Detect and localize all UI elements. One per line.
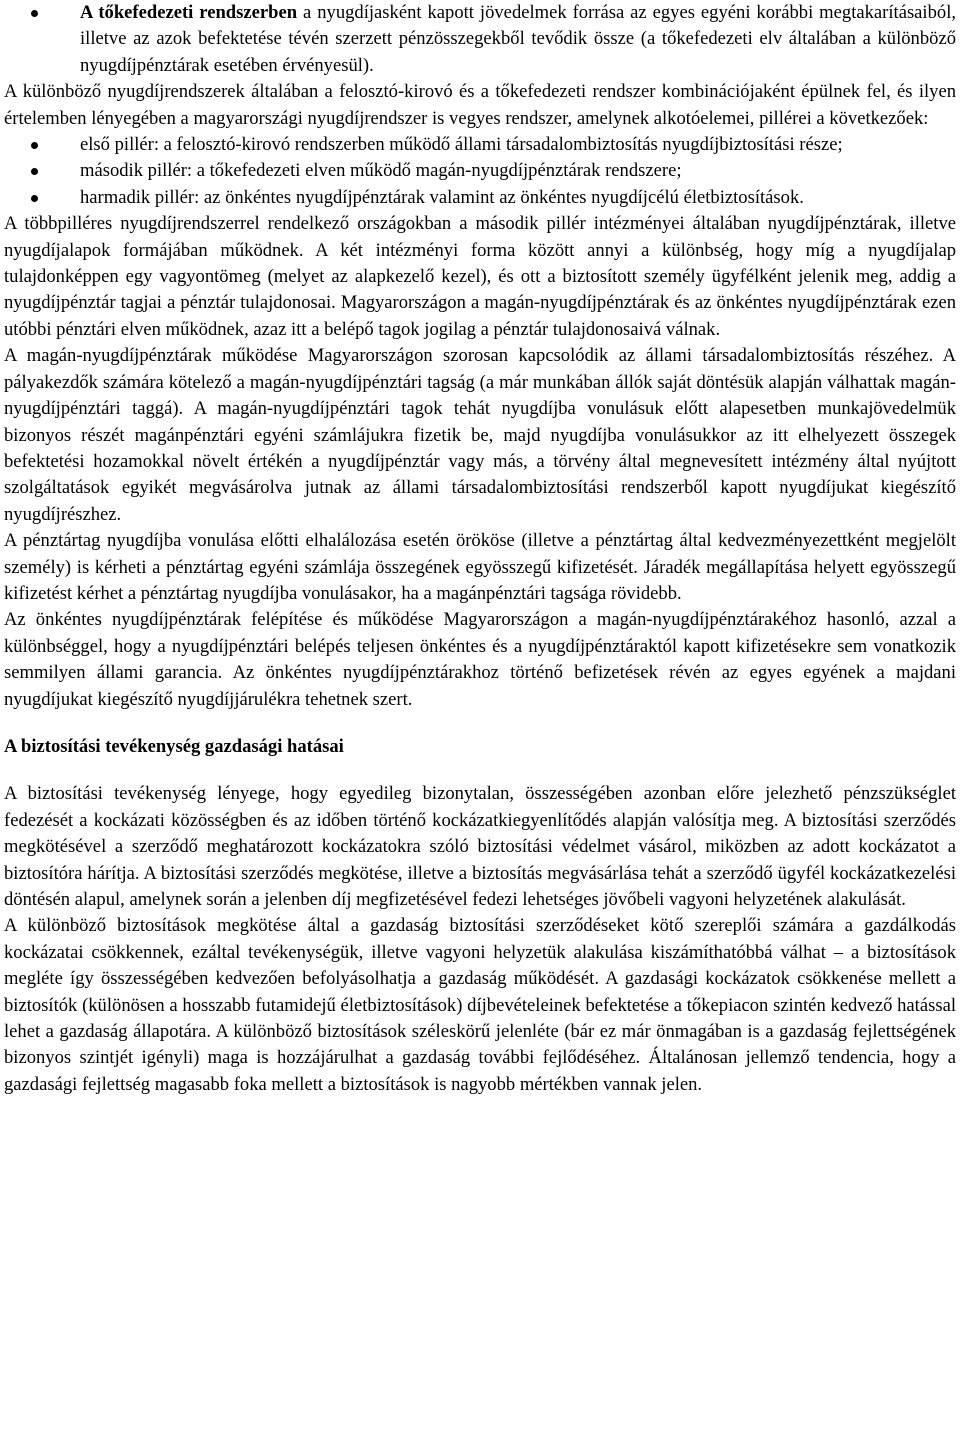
pillar-item-text: második pillér: a tőkefedezeti elven működő magán-nyugdíjpénztárak rendszere; [80,160,682,182]
paragraph-pension-systems: A különböző nyugdíjrendszerek általában a felosztó-kirovó és a tőkefedezeti rendszer kombinációjaként épülnek fel, és ilyen értelemben lényegében a magyarországi nyugdíjrendszer is vegyes rendszer, amelynek alkotóelemei, pillérei a következőek: [4,81,956,129]
paragraph-insurance-effects: A különböző biztosítások megkötése által a gazdaság biztosítási szerződéseket kötő szereplői számára a gazdálkodás kockázatai csökkennek, ezáltal tevékenységük, illetve vagyoni helyzetük alakulása kiszámíthatóbbá válhat – a biztosítások megléte így összességében kedvezően befolyásolhatja a gazdaság működését. A gazdasági kockázatok csökkenése mellett a biztosítók (különösen a hosszabb futamidejű életbiztosítások) díjbevételeinek befektetése a tőkepiacon szintén kedvező hatással lehet a gazdaság állapotára. A különböző biztosítások széleskörű jelenléte (bár ez már önmagában is a gazdaság fejlettségének bizonyos szintjét igényli) maga is hozzájárulhat a gazdaság további fejlődéséhez. Általánosan jellemző tendencia, hogy a gazdasági fejlettség magasabb foka mellett a biztosítások is nagyobb mértékben vannak jelen. [4,915,956,1095]
bullet-icon [31,10,38,17]
bullet-icon [31,142,38,149]
pillar-list [4,132,956,211]
paragraph-private-funds: A magán-nyugdíjpénztárak működése Magyarországon szorosan kapcsolódik az állami társadalombiztosítás részéhez. A pályakezdők számára kötelező a magán-nyugdíjpénztári tagság (a már munkában állók saját döntésük alapján válhattak magán-nyugdíjpénztári taggá). A magán-nyugdíjpénztári tagok tehát nyugdíjba vonulásuk előtt alapesetben munkajövedelmük bizonyos részét magánpénztári egyéni számlájukra fizetik be, majd nyugdíjba vonulásukkor az itt elhelyezett összegek befektetési hozamokkal növelt értékén a nyugdíjpénztár vagy más, a törvény által megnevesített intézmény által nyújtott szolgáltatások egyikét megvásárolva jutnak az állami társadalombiztosítási rendszerből kapott nyugdíjukat kiegészítő nyugdíjrészhez. [4,345,956,525]
pillar-item-text: harmadik pillér: az önkéntes nyugdíjpénztárak valamint az önkéntes nyugdíjcélú életbiztosítások. [80,186,804,208]
section-heading: A biztosítási tevékenység gazdasági hatásai [4,735,344,757]
bullet-icon [31,168,38,175]
pillar-item-first [4,132,956,158]
paragraph-voluntary-funds: Az önkéntes nyugdíjpénztárak felépítése és működése Magyarországon a magán-nyugdíjpénztárakéhoz hasonló, azzal a különbséggel, hogy a nyugdíjpénztári belépés teljesen önkéntes és a nyugdíjpénztáraktól kapott kifizetésekre sem vonatkozik semmilyen állami garancia. Az önkéntes nyugdíjpénztárakhoz történő befizetések révén az egyes egyének a majdani nyugdíjukat kiegészítő nyugdíjjárulékra tehetnek szert. [4,609,956,710]
intro-bullet-text [80,0,956,79]
pillar-item-text: első pillér: a felosztó-kirovó rendszerben működő állami társadalombiztosítás nyugdíjbiztosítási része; [80,134,843,156]
paragraph-member-death: A pénztártag nyugdíjba vonulása előtti elhalálozása esetén örököse (illetve a pénztártag által kedvezményezettként megjelölt személy) is kérheti a pénztártag egyéni számlája összegének egyösszegű kifizetését. Járadék megállapítása helyett egyösszegű kifizetést kérhet a pénztártag nyugdíjba vonulásakor, ha a magánpénztári tagsága rövidebb. [4,530,956,604]
intro-bullet-bold: A tőkefedezeti rendszerben [80,2,298,23]
paragraph-insurance-essence: A biztosítási tevékenység lényege, hogy egyedileg bizonytalan, összességében azonban előre jelezhető pénzszükséglet fedezését a kockázati közösségben és az időben történő kockázatkiegyenlítődés alapján valósítja meg. A biztosítási szerződés megkötésével a szerződő meghatározott kockázatokra szóló biztosítási védelmet vásárol, miközben az adott kockázatot a biztosítóra hárítja. A biztosítási szerződés megkötése, illetve a biztosítás megvásárlása tehát a szerződő ügyfél kockázatkezelési döntésén alapul, amelynek során a jelenben díj megfizetésével fedezi lehetséges jövőbeli vagyoni helyzetének alakulását. [4,783,956,910]
intro-bullet-body: a nyugdíjasként kapott jövedelmek forrása az egyes egyéni korábbi megtakarításaiból, illetve az azok befektetése tévén szerzett pénzösszegekből tevődik össze (a tőkefedezeti elv általában a különböző nyugdíjpénztárak esetében érvényesül). [80,2,957,76]
pillar-item-third [4,185,956,211]
intro-bullet-item [4,0,956,79]
bullet-icon [31,195,38,202]
pillar-item-second [4,158,956,184]
paragraph-multipillar: A többpilléres nyugdíjrendszerrel rendelkező országokban a második pillér intézményei általában nyugdíjpénztárak, illetve nyugdíjalapok formájában működnek. A két intézményi forma között annyi a különbség, hogy míg a nyugdíjalap tulajdonképpen egy vagyontömeg (melyet az alapkezelő kezel), és ott a biztosított személy ügyfélként jelenik meg, addig a nyugdíjpénztár tagjai a pénztár tulajdonosai. Magyarországon a magán-nyugdíjpénztárak és az önkéntes nyugdíjpénztárak ezen utóbbi pénztári elven működnek, azaz itt a belépő tagok jogilag a pénztár tulajdonosaivá válnak. [4,213,956,340]
